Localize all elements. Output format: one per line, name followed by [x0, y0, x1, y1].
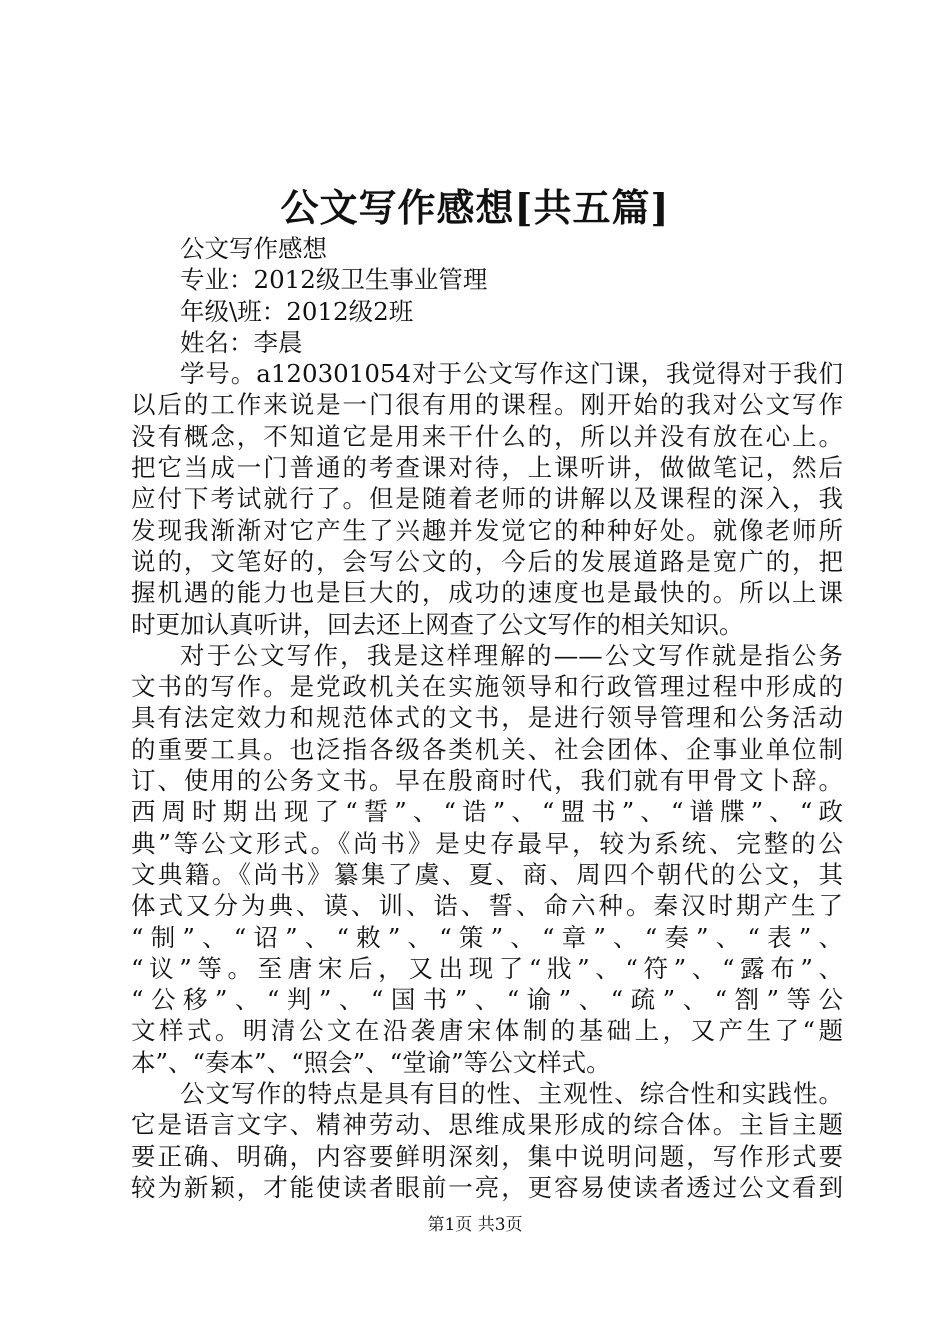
- paragraph-line: 把它当成一门普通的考查课对待，上课听讲，做做笔记，然后: [131, 453, 843, 483]
- subtitle-line: 公文写作感想: [180, 234, 327, 263]
- paragraph-line: 订、使用的公务文书。早在殷商时代，我们就有甲骨文卜辞。: [131, 766, 843, 796]
- paragraph-line: “议”等。至唐宋后，又出现了“戕”、“符”、“露布”、: [131, 953, 843, 983]
- paragraph-line: 以后的工作来说是一门很有用的课程。刚开始的我对公文写作: [131, 390, 843, 420]
- paragraph-line: 典”等公文形式。《尚书》是史存最早，较为系统、完整的公: [131, 828, 843, 858]
- paragraph-line: 握机遇的能力也是巨大的，成功的速度也是最快的。所以上课: [131, 578, 843, 608]
- paragraph-line: 应付下考试就行了。但是随着老师的讲解以及课程的深入，我: [131, 484, 843, 514]
- paragraph-line: 说的，文笔好的，会写公文的，今后的发展道路是宽广的，把: [131, 546, 843, 576]
- name-line: 姓名：李晨: [180, 327, 303, 357]
- paragraph-line: 时更加认真听讲，回去还上网查了公文写作的相关知识。: [131, 609, 744, 639]
- paragraph-line: 发现我渐渐对它产生了兴趣并发觉它的种种好处。就像老师所: [131, 515, 843, 545]
- paragraph-line: 的重要工具。也泛指各级各类机关、社会团体、企事业单位制: [131, 734, 843, 764]
- paragraph-line: “公移”、“判”、“国书”、“谕”、“疏”、“劄”等公: [131, 985, 843, 1015]
- paragraph-line: 没有概念，不知道它是用来干什么的，所以并没有放在心上。: [131, 421, 843, 451]
- paragraph-line: 它是语言文字、精神劳动、思维成果形成的综合体。主旨主题: [131, 1110, 843, 1140]
- paragraph-line: 具有法定效力和规范体式的文书，是进行领导管理和公务活动: [131, 703, 843, 733]
- paragraph-line: 较为新颖，才能使读者眼前一亮，更容易使读者透过公文看到: [131, 1172, 843, 1202]
- paragraph-line: 西周时期出现了“誓”、“诰”、“盟书”、“谱牒”、“政: [131, 797, 843, 827]
- paragraph-line: 文书的写作。是党政机关在实施领导和行政管理过程中形成的: [131, 672, 843, 702]
- paragraph-line: 本”、“奏本”、“照会”、“堂谕”等公文样式。: [131, 1047, 611, 1077]
- paragraph-line: 文样式。明清公文在沿袭唐宋体制的基础上，又产生了“题: [131, 1016, 843, 1046]
- document-title: 公文写作感想[共五篇]: [280, 185, 670, 230]
- class-line: 年级\班：2012级2班: [180, 296, 414, 326]
- paragraph-line: 要正确、明确，内容要鲜明深刻，集中说明问题，写作形式要: [131, 1141, 843, 1171]
- major-line: 专业：2012级卫生事业管理: [180, 265, 488, 295]
- paragraph-line: 学号。a120301054对于公文写作这门课，我觉得对于我们: [180, 359, 843, 389]
- paragraph-line: 文典籍。《尚书》纂集了虞、夏、商、周四个朝代的公文，其: [131, 859, 843, 889]
- page-footer: 第1页 共3页: [427, 1215, 523, 1235]
- document-body: [131, 233, 843, 1203]
- paragraph-line: “制”、“诏”、“敕”、“策”、“章”、“奏”、“表”、: [131, 922, 843, 952]
- paragraph-line: 体式又分为典、谟、训、诰、誓、命六种。秦汉时期产生了: [131, 891, 843, 921]
- paragraph-line: 对于公文写作，我是这样理解的——公文写作就是指公务: [180, 640, 843, 670]
- paragraph-line: 公文写作的特点是具有目的性、主观性、综合性和实践性。: [180, 1079, 843, 1109]
